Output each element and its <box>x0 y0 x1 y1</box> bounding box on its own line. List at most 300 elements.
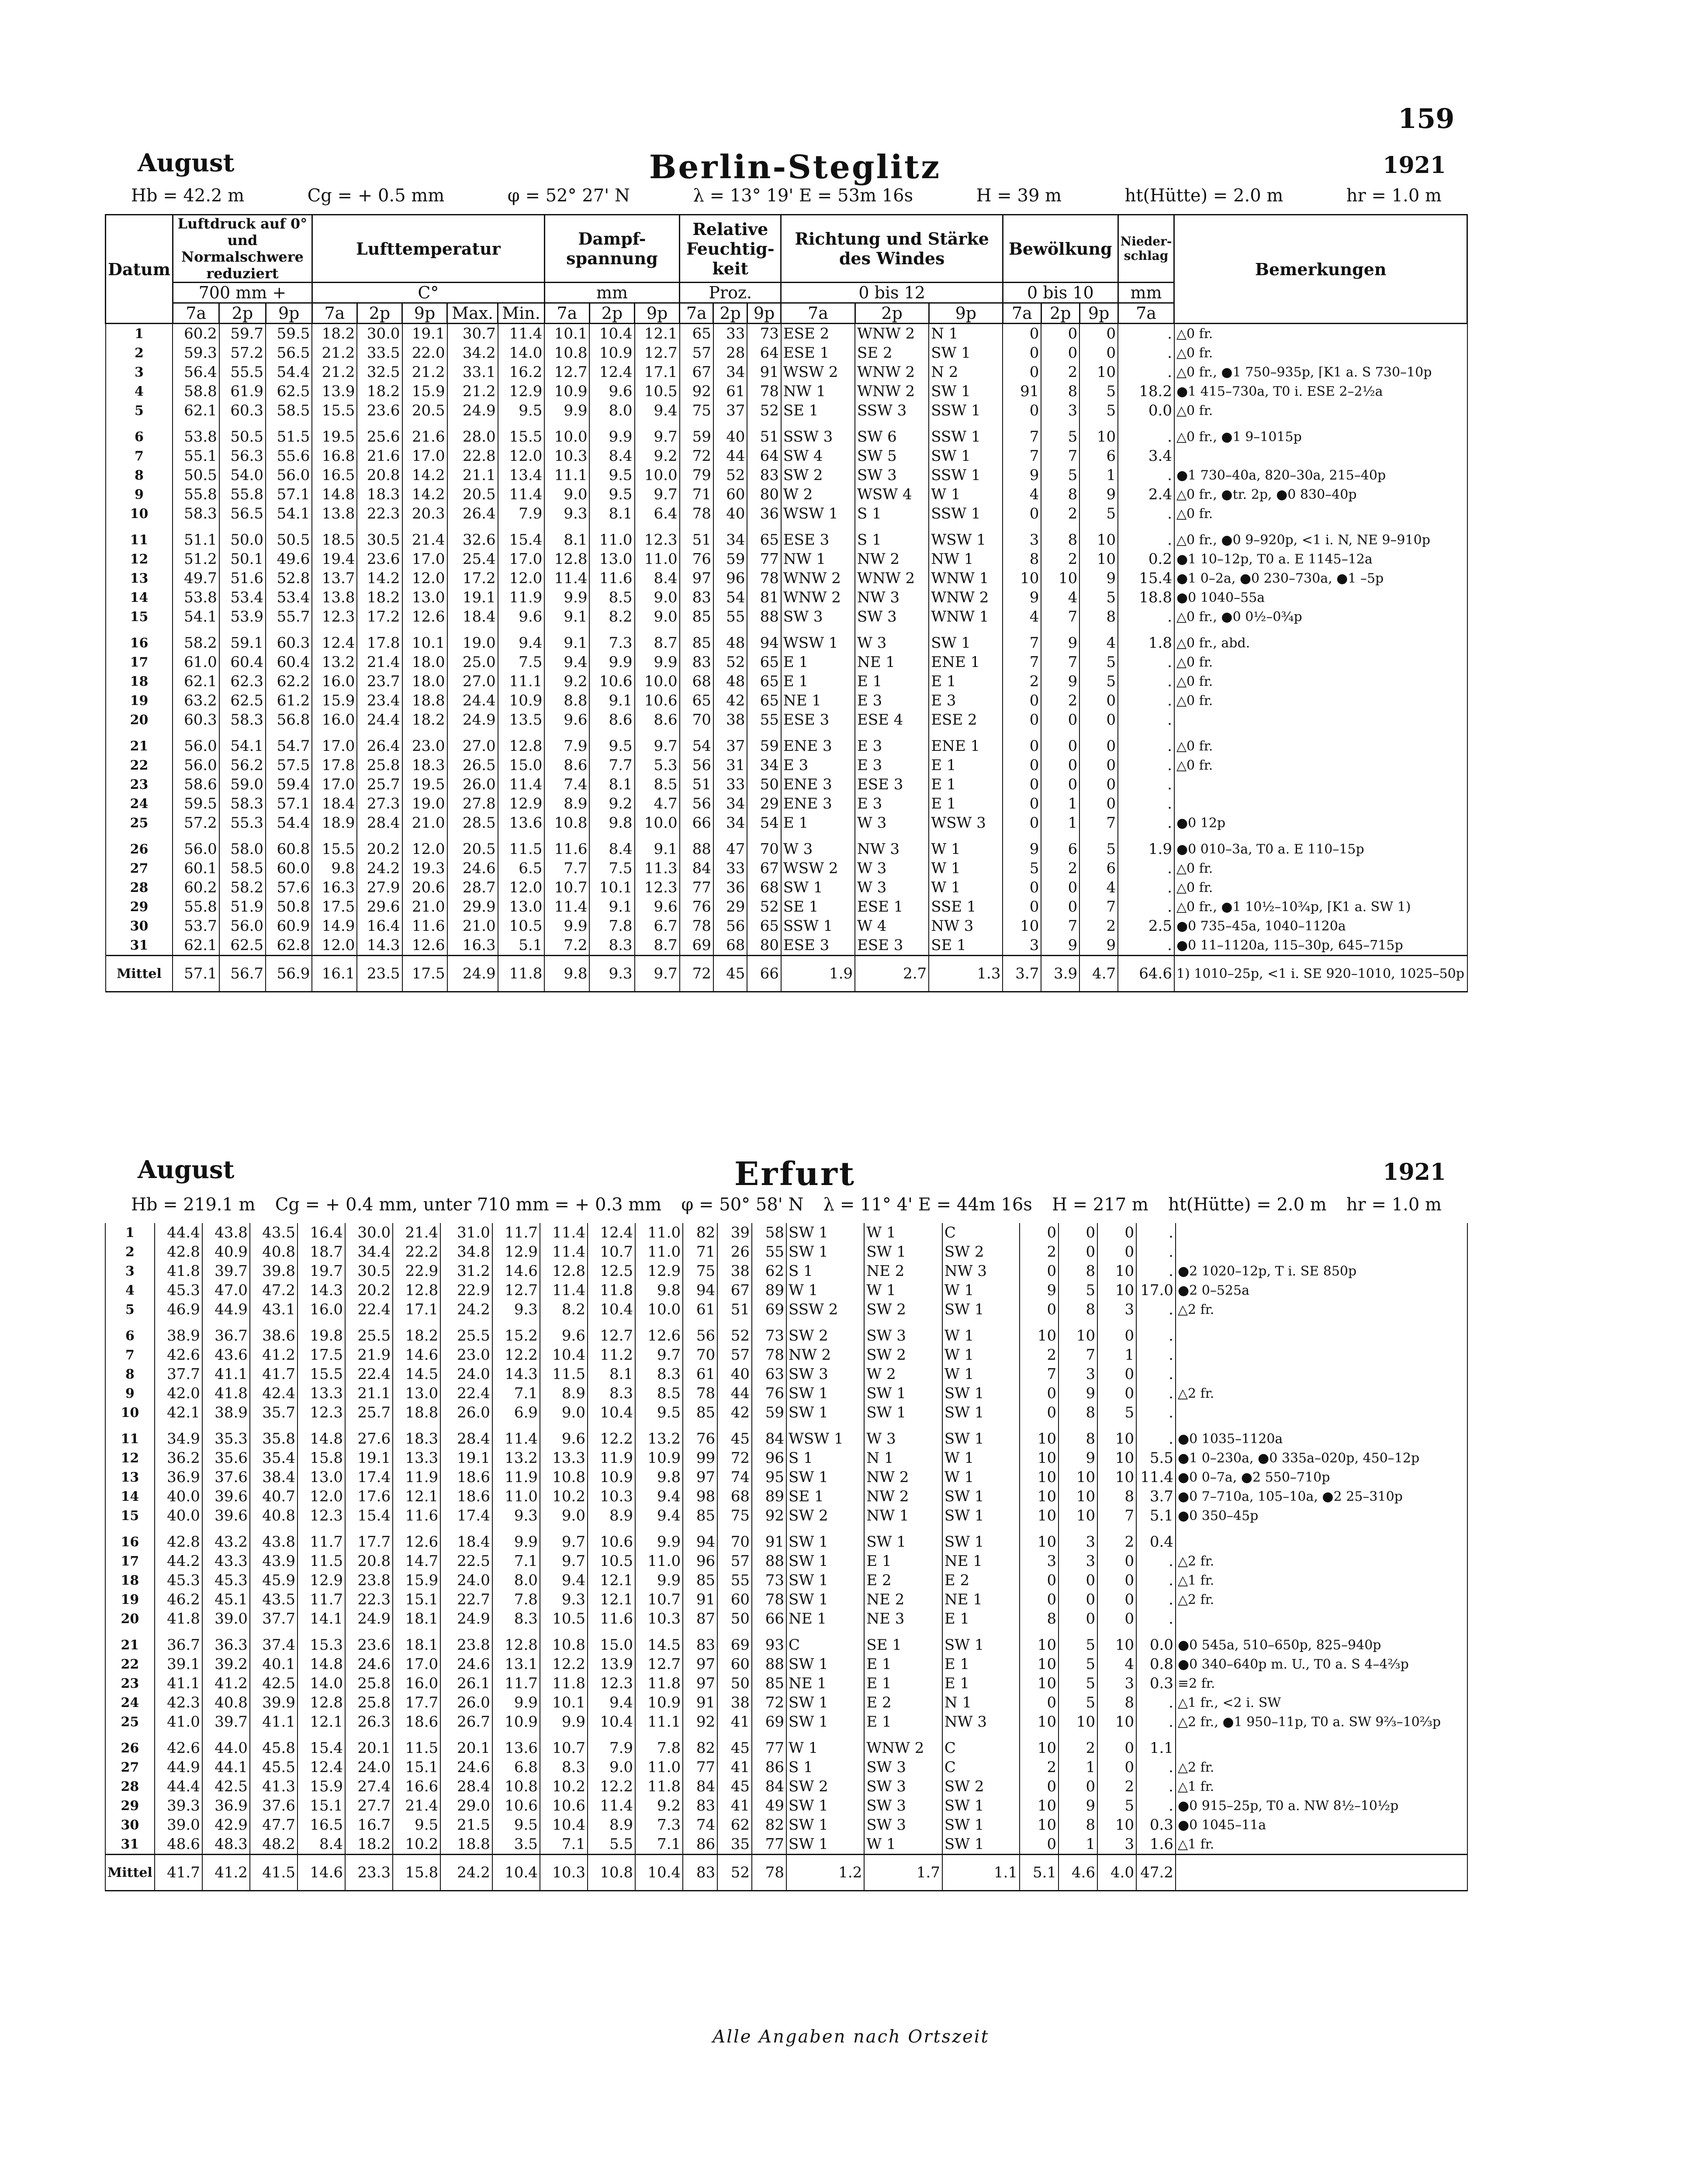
vapor-2p: 9.8 <box>589 813 634 833</box>
temp-min: 15.2 <box>492 1326 540 1345</box>
gap-cell <box>588 1628 635 1635</box>
temp-9p: 14.2 <box>402 466 447 485</box>
temp-2p: 24.9 <box>345 1609 393 1628</box>
temp-2p: 23.7 <box>357 672 402 691</box>
gap-cell <box>786 1628 864 1635</box>
gap-cell <box>786 1525 864 1532</box>
temp-7a: 13.3 <box>298 1384 345 1403</box>
vapor-9p: 9.9 <box>635 1571 683 1590</box>
cloud-9p: 10 <box>1079 363 1118 382</box>
pressure-9p: 57.5 <box>266 756 312 775</box>
humidity-7a: 74 <box>683 1815 717 1835</box>
gap-cell <box>713 833 747 840</box>
pressure-2p: 45.3 <box>202 1571 250 1590</box>
cloud-7a: 0 <box>1003 878 1041 897</box>
pressure-7a: 60.3 <box>173 710 219 729</box>
day: 10 <box>105 1403 155 1422</box>
temp-max: 24.9 <box>447 401 498 420</box>
vapor-9p: 12.9 <box>635 1261 683 1281</box>
precip: . <box>1118 363 1174 382</box>
temp-min: 12.9 <box>492 1242 540 1261</box>
cloud-9p: 9 <box>1079 569 1118 588</box>
humidity-9p: 81 <box>747 588 781 607</box>
day: 1 <box>106 324 173 344</box>
humidity-7a: 85 <box>680 633 713 653</box>
remarks <box>1176 1326 1467 1345</box>
pressure-2p: 59.7 <box>219 324 266 344</box>
temp-2p: 28.4 <box>357 813 402 833</box>
gap-cell <box>589 729 634 736</box>
pressure-7a: 46.2 <box>155 1590 202 1609</box>
remarks: ●0 0–7a, ●2 550–710p <box>1176 1468 1467 1487</box>
gap-cell <box>864 1422 942 1429</box>
wind-9p: NW 3 <box>942 1261 1020 1281</box>
cloud-7a: 10 <box>1020 1655 1059 1674</box>
vapor-9p: 8.7 <box>635 633 680 653</box>
gap-cell <box>202 1319 250 1326</box>
humidity-7a: 56 <box>680 756 713 775</box>
gap-cell <box>266 626 312 633</box>
humidity-2p: 74 <box>717 1468 752 1487</box>
precip: 0.2 <box>1118 549 1174 569</box>
humidity-7a: 83 <box>680 588 713 607</box>
gap-cell <box>635 420 680 427</box>
day: 15 <box>105 1506 155 1525</box>
vapor-9p: 9.2 <box>635 446 680 466</box>
vapor-7a: 10.2 <box>540 1777 588 1796</box>
temp-7a: 19.8 <box>298 1326 345 1345</box>
wind-9p: W 1 <box>942 1281 1020 1300</box>
temp-2p: 16.7 <box>345 1815 393 1835</box>
wind-7a: SW 1 <box>786 1384 864 1403</box>
humidity-9p: 78 <box>752 1855 786 1891</box>
gap-cell <box>942 1319 1020 1326</box>
humidity-7a: 96 <box>683 1552 717 1571</box>
temp-max: 17.2 <box>447 569 498 588</box>
temp-2p: 17.6 <box>345 1487 393 1506</box>
temp-min: 16.2 <box>498 363 545 382</box>
wind-7a: SW 1 <box>786 1571 864 1590</box>
wind-7a: WSW 1 <box>781 504 855 523</box>
cloud-7a: 10 <box>1020 1674 1059 1693</box>
pressure-7a: 36.9 <box>155 1468 202 1487</box>
gap-cell <box>1059 1422 1097 1429</box>
temp-2p: 21.9 <box>345 1345 393 1365</box>
temp-max: 17.4 <box>440 1506 492 1525</box>
wind-7a: S 1 <box>786 1448 864 1468</box>
pressure-7a: 40.0 <box>155 1506 202 1525</box>
temp-7a: 15.9 <box>298 1777 345 1796</box>
pressure-2p: 47.0 <box>202 1281 250 1300</box>
temp-9p: 21.4 <box>393 1223 440 1242</box>
gap-cell <box>752 1525 786 1532</box>
wind-2p: SW 1 <box>864 1403 942 1422</box>
vapor-7a: 9.6 <box>540 1429 588 1448</box>
wind-9p: SW 1 <box>942 1300 1020 1319</box>
cloud-2p: 2 <box>1041 549 1079 569</box>
pressure-2p: 41.1 <box>202 1365 250 1384</box>
wind-9p: NW 3 <box>929 916 1003 936</box>
temp-7a: 12.4 <box>298 1758 345 1777</box>
wind-2p: SW 3 <box>855 607 929 626</box>
gap-cell <box>492 1525 540 1532</box>
vapor-7a: 10.9 <box>544 382 589 401</box>
pressure-2p: 42.5 <box>202 1777 250 1796</box>
cloud-7a: 8 <box>1020 1609 1059 1628</box>
wind-7a: E 1 <box>781 813 855 833</box>
temp-max: 23.0 <box>440 1345 492 1365</box>
gap-cell <box>540 1628 588 1635</box>
temp-2p: 30.0 <box>345 1223 393 1242</box>
gap-cell <box>402 833 447 840</box>
humidity-2p: 72 <box>717 1448 752 1468</box>
cloud-9p: 0 <box>1097 1609 1136 1628</box>
cloud-9p: 5 <box>1097 1403 1136 1422</box>
vapor-2p: 9.3 <box>589 956 634 992</box>
vapor-2p: 7.5 <box>589 859 634 878</box>
wind-2p: W 2 <box>864 1365 942 1384</box>
humidity-7a: 72 <box>680 446 713 466</box>
cloud-9p: 7 <box>1079 813 1118 833</box>
table-row <box>106 427 1467 446</box>
temp-9p: 17.1 <box>393 1300 440 1319</box>
vapor-9p: 9.7 <box>635 736 680 756</box>
row-gap <box>105 1628 1467 1635</box>
vapor-2p: 10.8 <box>588 1855 635 1891</box>
humidity-2p: 33 <box>713 775 747 794</box>
gap-cell <box>683 1525 717 1532</box>
temp-max: 16.3 <box>447 936 498 956</box>
pressure-9p: 43.5 <box>250 1223 298 1242</box>
gap-cell <box>106 523 173 530</box>
gap-cell <box>447 523 498 530</box>
temp-min: 10.8 <box>492 1777 540 1796</box>
vapor-7a: 10.1 <box>544 324 589 344</box>
humidity-7a: 75 <box>680 401 713 420</box>
pressure-7a: 54.1 <box>173 607 219 626</box>
temp-min: 9.4 <box>498 633 545 653</box>
gap-cell <box>929 420 1003 427</box>
temp-9p: 18.2 <box>402 710 447 729</box>
wind-9p: WNW 2 <box>929 588 1003 607</box>
obs-time-p: 7a <box>173 303 219 324</box>
wind-7a: WNW 2 <box>781 569 855 588</box>
temp-2p: 27.6 <box>345 1429 393 1448</box>
obs-time-t: 9p <box>402 303 447 324</box>
vapor-2p: 8.9 <box>588 1815 635 1835</box>
vapor-9p: 12.7 <box>635 343 680 363</box>
wind-7a: SW 2 <box>781 466 855 485</box>
humidity-9p: 64 <box>747 446 781 466</box>
row-gap <box>106 833 1467 840</box>
wind-2p: W 1 <box>864 1281 942 1300</box>
humidity-7a: 77 <box>683 1758 717 1777</box>
pressure-7a: 38.9 <box>155 1326 202 1345</box>
humidity-2p: 45 <box>717 1429 752 1448</box>
wind-2p: W 1 <box>864 1835 942 1855</box>
humidity-7a: 77 <box>680 878 713 897</box>
humidity-2p: 50 <box>717 1609 752 1628</box>
day: 26 <box>105 1738 155 1758</box>
remarks: △0 fr. <box>1174 736 1467 756</box>
wind-7a: E 1 <box>781 672 855 691</box>
wind-2p: S 1 <box>855 504 929 523</box>
vapor-2p: 8.4 <box>589 840 634 859</box>
pressure-9p: 35.7 <box>250 1403 298 1422</box>
wind-2p: NE 2 <box>864 1261 942 1281</box>
cloud-2p: 7 <box>1041 446 1079 466</box>
vapor-9p: 9.4 <box>635 401 680 420</box>
gap-cell <box>942 1628 1020 1635</box>
pressure-9p: 45.8 <box>250 1738 298 1758</box>
temp-7a: 17.5 <box>312 897 357 916</box>
cloud-2p: 5 <box>1041 466 1079 485</box>
temp-7a: 12.0 <box>298 1487 345 1506</box>
temp-2p: 20.1 <box>345 1738 393 1758</box>
gap-cell <box>713 523 747 530</box>
pressure-7a: 58.2 <box>173 633 219 653</box>
cloud-9p: 5 <box>1079 401 1118 420</box>
temp-min: 11.5 <box>498 840 545 859</box>
pressure-2p: 50.0 <box>219 530 266 549</box>
vapor-2p: 12.3 <box>588 1674 635 1693</box>
temp-max: 21.2 <box>447 382 498 401</box>
cloud-7a: 0 <box>1020 1223 1059 1242</box>
temp-7a: 15.5 <box>312 840 357 859</box>
humidity-2p: 34 <box>713 794 747 813</box>
gap-cell <box>752 1731 786 1738</box>
humidity-9p: 84 <box>752 1429 786 1448</box>
cloud-2p: 8 <box>1041 530 1079 549</box>
pressure-9p: 48.2 <box>250 1835 298 1855</box>
pressure-9p: 57.1 <box>266 485 312 504</box>
gap-cell <box>717 1628 752 1635</box>
humidity-7a: 97 <box>680 569 713 588</box>
temp-min: 10.6 <box>492 1796 540 1815</box>
cloud-7a: 0 <box>1020 1261 1059 1281</box>
table-row <box>106 466 1467 485</box>
vapor-9p: 10.0 <box>635 672 680 691</box>
gap-cell <box>393 1628 440 1635</box>
wind-9p: NE 1 <box>942 1552 1020 1571</box>
humidity-9p: 65 <box>747 916 781 936</box>
wind-2p: WNW 2 <box>855 363 929 382</box>
gap-cell <box>1136 1319 1176 1326</box>
wind-7a: 1.9 <box>781 956 855 992</box>
temp-max: 18.4 <box>440 1532 492 1552</box>
temp-7a: 13.2 <box>312 653 357 672</box>
gap-cell <box>106 420 173 427</box>
wind-7a: SW 3 <box>786 1365 864 1384</box>
day: 20 <box>106 710 173 729</box>
humidity-2p: 52 <box>717 1855 752 1891</box>
temp-7a: 16.0 <box>312 672 357 691</box>
cloud-2p: 9 <box>1059 1796 1097 1815</box>
cloud-2p: 0 <box>1059 1223 1097 1242</box>
wind-7a: W 2 <box>781 485 855 504</box>
gap-cell <box>1041 523 1079 530</box>
pressure-2p: 41.2 <box>202 1674 250 1693</box>
temp-2p: 16.4 <box>357 916 402 936</box>
cloud-7a: 3 <box>1020 1552 1059 1571</box>
remarks: △0 fr. <box>1174 504 1467 523</box>
cloud-2p: 3 <box>1059 1552 1097 1571</box>
wind-7a: ESE 2 <box>781 324 855 344</box>
temp-9p: 12.6 <box>402 607 447 626</box>
gap-cell <box>1118 626 1174 633</box>
remarks <box>1176 1242 1467 1261</box>
precip: . <box>1136 1777 1176 1796</box>
cloud-7a: 7 <box>1003 427 1041 446</box>
remarks: ●0 915–25p, T0 a. NW 8½–10½p <box>1176 1796 1467 1815</box>
day: 27 <box>105 1758 155 1777</box>
vapor-2p: 15.0 <box>588 1635 635 1655</box>
temp-min: 13.5 <box>498 710 545 729</box>
pressure-2p: 39.6 <box>202 1487 250 1506</box>
wind-9p: ENE 1 <box>929 653 1003 672</box>
vapor-2p: 12.1 <box>588 1590 635 1609</box>
gap-cell <box>250 1525 298 1532</box>
vapor-2p: 10.6 <box>589 672 634 691</box>
temp-9p: 12.6 <box>393 1532 440 1552</box>
gap-cell <box>202 1628 250 1635</box>
pressure-7a: 60.1 <box>173 859 219 878</box>
wind-2p: W 3 <box>855 878 929 897</box>
precip: 5.1 <box>1136 1506 1176 1525</box>
temp-9p: 13.0 <box>402 588 447 607</box>
humidity-7a: 92 <box>683 1712 717 1731</box>
temp-min: 12.8 <box>492 1635 540 1655</box>
day: 11 <box>106 530 173 549</box>
pressure-9p: 43.1 <box>250 1300 298 1319</box>
cloud-7a: 4 <box>1003 607 1041 626</box>
temp-7a: 16.0 <box>312 710 357 729</box>
wind-9p: WNW 1 <box>929 607 1003 626</box>
wind-2p: E 1 <box>855 672 929 691</box>
section-month: August <box>138 1155 235 1184</box>
wind-7a: NE 1 <box>781 691 855 710</box>
vapor-7a: 9.1 <box>544 633 589 653</box>
gap-cell <box>680 626 713 633</box>
cloud-9p: 0 <box>1079 710 1118 729</box>
temp-max: 28.0 <box>447 427 498 446</box>
cloud-9p: 8 <box>1097 1693 1136 1712</box>
cloud-2p: 8 <box>1059 1815 1097 1835</box>
wind-2p: ESE 4 <box>855 710 929 729</box>
humidity-7a: 83 <box>683 1796 717 1815</box>
cloud-2p: 2 <box>1041 504 1079 523</box>
temp-max: 28.5 <box>447 813 498 833</box>
humidity-7a: 82 <box>683 1738 717 1758</box>
temp-2p: 34.4 <box>345 1242 393 1261</box>
pressure-7a: 42.8 <box>155 1242 202 1261</box>
remarks: △0 fr. <box>1174 859 1467 878</box>
pressure-9p: 38.4 <box>250 1468 298 1487</box>
gap-cell <box>447 420 498 427</box>
humidity-7a: 78 <box>683 1384 717 1403</box>
wind-7a: NE 1 <box>786 1674 864 1693</box>
remarks <box>1176 1609 1467 1628</box>
temp-max: 22.7 <box>440 1590 492 1609</box>
temp-2p: 23.3 <box>345 1855 393 1891</box>
pressure-7a: 59.3 <box>173 343 219 363</box>
humidity-7a: 66 <box>680 813 713 833</box>
pressure-7a: 42.6 <box>155 1345 202 1365</box>
cloud-7a: 10 <box>1020 1712 1059 1731</box>
pressure-9p: 59.4 <box>266 775 312 794</box>
temp-2p: 24.0 <box>345 1758 393 1777</box>
cloud-7a: 10 <box>1020 1635 1059 1655</box>
wind-9p: E 2 <box>942 1571 1020 1590</box>
cloud-7a: 0 <box>1003 401 1041 420</box>
cloud-2p: 10 <box>1059 1326 1097 1345</box>
temp-min: 6.8 <box>492 1758 540 1777</box>
gap-cell <box>855 420 929 427</box>
temp-9p: 15.1 <box>393 1758 440 1777</box>
pressure-7a: 58.8 <box>173 382 219 401</box>
temp-7a: 18.4 <box>312 794 357 813</box>
vapor-7a: 9.6 <box>540 1326 588 1345</box>
cloud-9p: 4 <box>1079 878 1118 897</box>
humidity-9p: 77 <box>752 1738 786 1758</box>
temp-7a: 14.9 <box>312 916 357 936</box>
temp-min: 12.9 <box>498 794 545 813</box>
day: 6 <box>106 427 173 446</box>
constant-h: H = 39 m <box>976 186 1062 206</box>
pressure-2p: 62.3 <box>219 672 266 691</box>
humidity-9p: 63 <box>752 1365 786 1384</box>
remarks: △1 fr. <box>1176 1835 1467 1855</box>
gap-cell <box>683 1319 717 1326</box>
day: 4 <box>105 1281 155 1300</box>
gap-cell <box>393 1731 440 1738</box>
temp-min: 7.1 <box>492 1552 540 1571</box>
day: 8 <box>105 1365 155 1384</box>
gap-cell <box>173 833 219 840</box>
temp-2p: 14.2 <box>357 569 402 588</box>
vapor-2p: 12.7 <box>588 1326 635 1345</box>
vapor-7a: 13.3 <box>540 1448 588 1468</box>
gap-cell <box>1097 1525 1136 1532</box>
pressure-9p: 35.8 <box>250 1429 298 1448</box>
gap-cell <box>298 1319 345 1326</box>
gap-cell <box>298 1628 345 1635</box>
pressure-2p: 38.9 <box>202 1403 250 1422</box>
unit-dampf: mm <box>544 283 679 303</box>
temp-9p: 10.2 <box>393 1835 440 1855</box>
precip: . <box>1136 1712 1176 1731</box>
precip: 5.5 <box>1136 1448 1176 1468</box>
gap-cell <box>402 523 447 530</box>
wind-7a: E 1 <box>781 653 855 672</box>
table-row <box>105 1223 1467 1242</box>
vapor-9p: 12.3 <box>635 530 680 549</box>
temp-min: 11.9 <box>492 1468 540 1487</box>
temp-min: 7.8 <box>492 1590 540 1609</box>
humidity-2p: 75 <box>717 1506 752 1525</box>
cloud-2p: 8 <box>1059 1300 1097 1319</box>
humidity-7a: 79 <box>680 466 713 485</box>
temp-max: 26.1 <box>440 1674 492 1693</box>
cloud-9p: 7 <box>1097 1506 1136 1525</box>
temp-max: 26.0 <box>447 775 498 794</box>
humidity-9p: 66 <box>752 1609 786 1628</box>
pressure-7a: 39.3 <box>155 1796 202 1815</box>
day: 9 <box>105 1384 155 1403</box>
temp-2p: 18.3 <box>357 485 402 504</box>
table-row <box>106 813 1467 833</box>
cloud-2p: 3 <box>1059 1365 1097 1384</box>
